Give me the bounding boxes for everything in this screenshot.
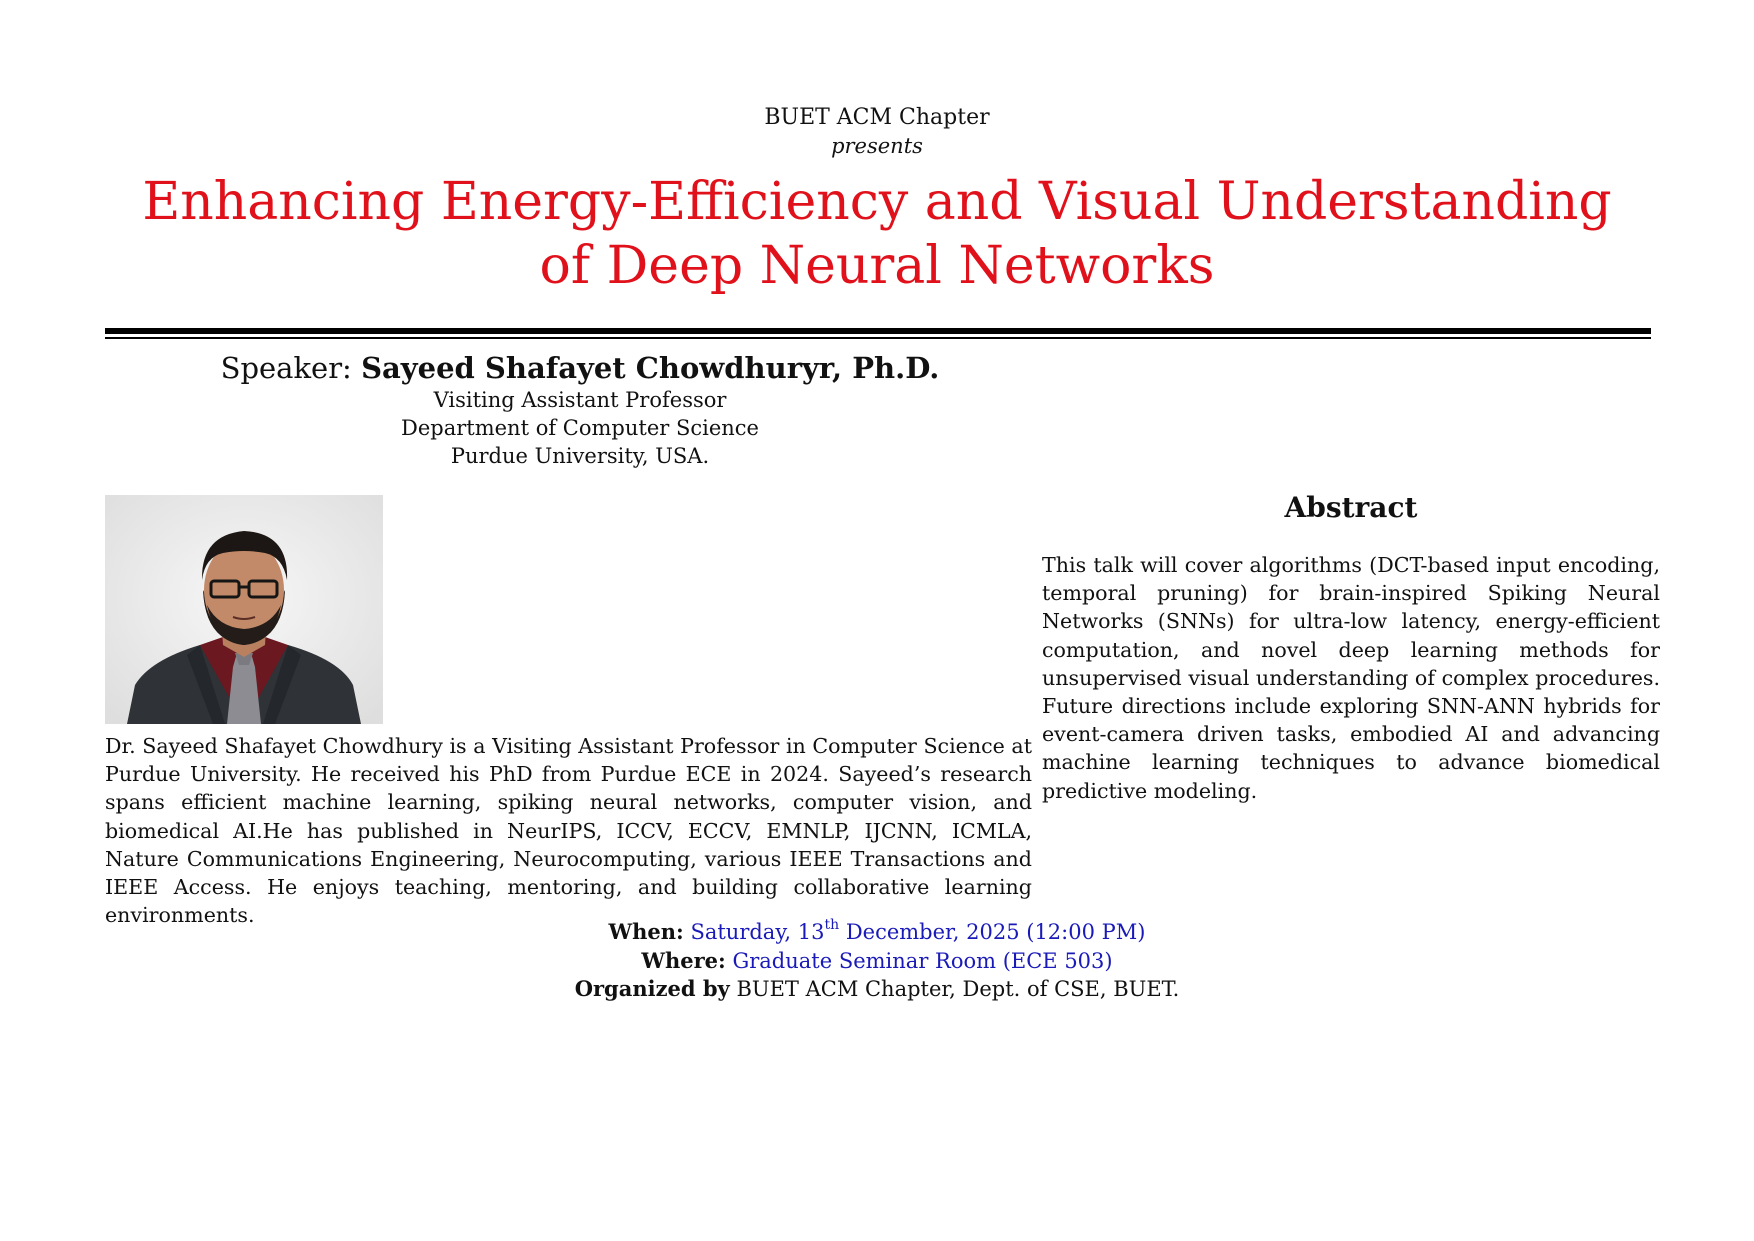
speaker-university: Purdue University, USA. [450, 444, 710, 468]
abstract-text: This talk will cover algorithms (DCT-based input encoding, temporal pruning) for brain-inspired Spiking Neural Networks (SNNs) for ultra-low latency, energy-efficient computation, and novel deep learning methods for unsupervised visual understanding of complex procedures. Future directions include exploring SNN-ANN hybrids for event-camera driven tasks, embodied AI and advancing machine learning techniques to advance biomedical predictive modeling. [1042, 553, 1660, 803]
event-when [0, 918, 1754, 946]
speaker-department: Department of Computer Science [401, 416, 759, 440]
event-organizer [0, 975, 1754, 1003]
where-label: Where: [641, 948, 726, 973]
when-ordinal: th [824, 917, 840, 933]
speaker-name: Sayeed Shafayet Chowdhuryr, Ph.D. [361, 351, 940, 385]
when-rest: December, 2025 (12:00 PM) [839, 920, 1146, 944]
where-value: Graduate Seminar Room (ECE 503) [732, 949, 1113, 973]
speaker-position: Visiting Assistant Professor [433, 388, 727, 412]
speaker-photo [105, 495, 383, 724]
presents-line: presents [831, 134, 923, 158]
header-rule-thin [105, 337, 1651, 339]
header-rule-thick [105, 328, 1651, 334]
talk-title: Enhancing Energy-Efficiency and Visual Understanding of Deep Neural Networks [142, 172, 1612, 296]
abstract-heading: Abstract [1284, 491, 1418, 524]
speaker-line [200, 350, 960, 386]
when-day: Saturday, 13 [690, 920, 825, 944]
when-value [690, 917, 1146, 944]
organized-value: BUET ACM Chapter, Dept. of CSE, BUET. [729, 977, 1180, 1001]
speaker-bio: Dr. Sayeed Shafayet Chowdhury is a Visiting Assistant Professor in Computer Science at Purdue University. He received his PhD from Purdue ECE in 2024. Sayeed’s research spans efficient machine learning, spiking neural networks, computer vision, and biomedical AI.He has published in NeurIPS, ICCV, ECCV, EMNLP, IJCNN, ICMLA, Nature Communications Engineering, Neurocomputing, various IEEE Transactions and IEEE Access. He enjoys teaching, mentoring, and building collaborative learning environments. [105, 734, 1032, 928]
organizer-line: BUET ACM Chapter [764, 105, 990, 130]
event-where [0, 947, 1754, 975]
speaker-label: Speaker: [220, 351, 352, 385]
when-label: When: [608, 919, 684, 944]
organized-label: Organized by [574, 976, 730, 1001]
